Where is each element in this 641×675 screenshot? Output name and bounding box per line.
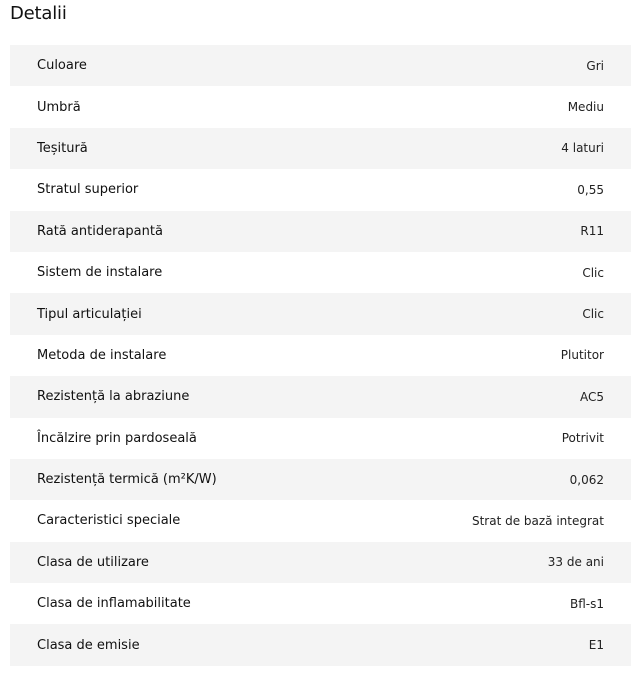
detail-label: Stratul superior	[37, 182, 139, 198]
section-title: Detalii	[10, 3, 67, 24]
detail-label: Încălzire prin pardoseală	[37, 430, 197, 446]
detail-row-color	[10, 45, 631, 86]
detail-value: Potrivit	[561, 431, 604, 446]
detail-row-shade	[10, 86, 631, 127]
detail-label: Teșitură	[37, 140, 88, 156]
detail-label: Culoare	[37, 58, 87, 74]
detail-value: Strat de bază integrat	[471, 513, 604, 528]
detail-value: Bfl-s1	[569, 596, 604, 611]
detail-row-emission	[10, 624, 631, 665]
detail-row-slip-rating	[10, 211, 631, 252]
detail-label: Umbră	[37, 99, 81, 115]
detail-row-top-layer	[10, 169, 631, 210]
detail-value: 4 laturi	[561, 141, 604, 156]
detail-row-joint-type	[10, 293, 631, 334]
detail-value: 0,062	[569, 472, 604, 487]
detail-label: Rată antiderapantă	[37, 223, 163, 239]
detail-row-install-system	[10, 252, 631, 293]
detail-label: Rezistență termică (m²K/W)	[37, 472, 217, 488]
detail-value: E1	[588, 638, 604, 653]
detail-label: Tipul articulației	[37, 306, 142, 322]
detail-value: 0,55	[577, 182, 604, 197]
detail-value: Mediu	[567, 100, 604, 115]
detail-value: Clic	[582, 307, 604, 322]
detail-label: Rezistență la abraziune	[37, 389, 190, 405]
detail-value: Plutitor	[560, 348, 604, 363]
detail-label: Clasa de utilizare	[37, 554, 149, 570]
detail-value: R11	[580, 224, 604, 239]
detail-value: 33 de ani	[547, 555, 604, 570]
detail-label: Sistem de instalare	[37, 265, 163, 281]
detail-row-flammability	[10, 583, 631, 624]
detail-row-abrasion	[10, 376, 631, 417]
detail-value: AC5	[579, 389, 604, 404]
detail-row-usage-class	[10, 542, 631, 583]
detail-label: Caracteristici speciale	[37, 513, 181, 529]
detail-row-install-method	[10, 335, 631, 376]
detail-label: Clasa de inflamabilitate	[37, 596, 191, 612]
detail-row-floor-heating	[10, 418, 631, 459]
detail-row-bevel	[10, 128, 631, 169]
detail-row-special-features	[10, 500, 631, 541]
detail-value: Gri	[586, 58, 604, 73]
detail-value: Clic	[582, 265, 604, 280]
detail-label: Clasa de emisie	[37, 637, 140, 653]
detail-row-thermal-resistance	[10, 459, 631, 500]
detail-label: Metoda de instalare	[37, 347, 167, 363]
details-table	[10, 45, 631, 666]
